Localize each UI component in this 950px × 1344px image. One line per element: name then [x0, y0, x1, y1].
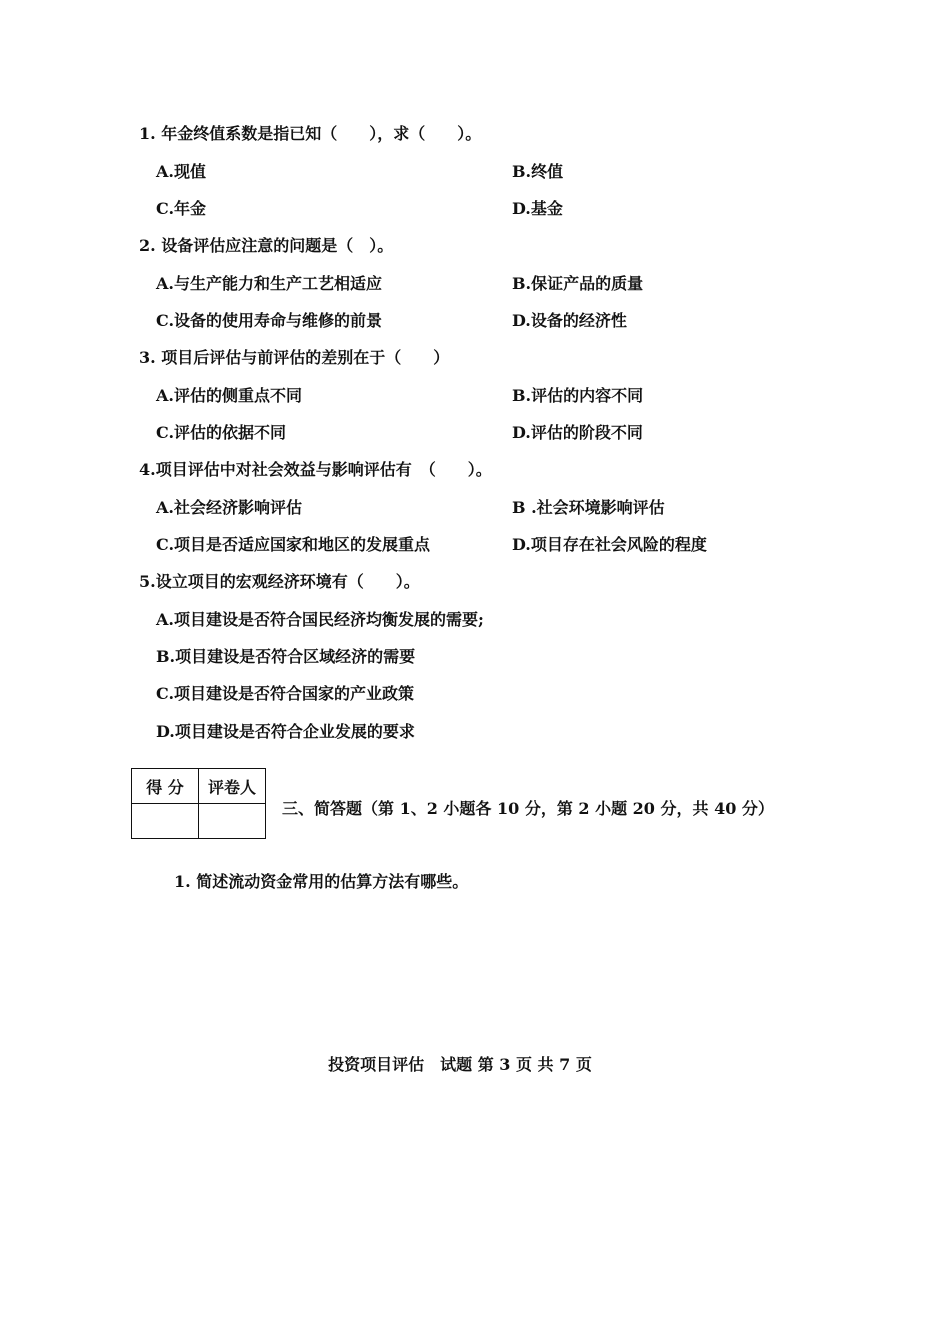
question-4-option-b: B .社会环境影响评估	[512, 498, 665, 517]
question-5-option-d: D.项目建设是否符合企业发展的要求	[156, 722, 415, 741]
question-1-option-b: B.终值	[512, 162, 564, 181]
question-4-option-d: D.项目存在社会风险的程度	[512, 535, 707, 554]
grader-label: 评卷人	[199, 769, 266, 804]
question-3-option-b: B.评估的内容不同	[512, 386, 644, 405]
score-label: 得 分	[132, 769, 199, 804]
question-3-option-a: A.评估的侧重点不同	[156, 386, 302, 405]
question-5-option-b: B.项目建设是否符合区域经济的需要	[156, 647, 416, 666]
page-footer: 投资项目评估 试题 第 3 页 共 7 页	[328, 1055, 592, 1074]
question-3-option-d: D.评估的阶段不同	[512, 423, 643, 442]
question-1-option-c: C.年金	[156, 199, 207, 218]
question-5-option-a: A.项目建设是否符合国民经济均衡发展的需要;	[156, 610, 484, 629]
question-5-stem: 5.设立项目的宏观经济环境有（ ）。	[139, 572, 420, 591]
question-2-option-d: D.设备的经济性	[512, 311, 627, 330]
question-2-option-b: B.保证产品的质量	[512, 274, 644, 293]
short-answer-question-1: 1. 简述流动资金常用的估算方法有哪些。	[174, 872, 469, 891]
section-3-title: 三、简答题（第 1、2 小题各 10 分，第 2 小题 20 分，共 40 分）	[282, 799, 774, 818]
question-2-option-c: C.设备的使用寿命与维修的前景	[156, 311, 383, 330]
score-cell	[132, 804, 199, 839]
question-2-stem: 2. 设备评估应注意的问题是（ ）。	[139, 236, 394, 255]
question-1-option-d: D.基金	[512, 199, 563, 218]
question-4-stem: 4.项目评估中对社会效益与影响评估有 （ ）。	[139, 460, 492, 479]
question-3-option-c: C.评估的依据不同	[156, 423, 287, 442]
question-3-stem: 3. 项目后评估与前评估的差别在于（ ）	[139, 348, 450, 367]
question-4-option-c: C.项目是否适应国家和地区的发展重点	[156, 535, 431, 554]
grader-cell	[199, 804, 266, 839]
question-5-option-c: C.项目建设是否符合国家的产业政策	[156, 684, 415, 703]
question-1-option-a: A.现值	[156, 162, 206, 181]
question-4-option-a: A.社会经济影响评估	[156, 498, 302, 517]
score-table	[131, 768, 266, 839]
question-1-stem: 1. 年金终值系数是指已知（ ），求（ ）。	[139, 124, 482, 143]
question-2-option-a: A.与生产能力和生产工艺相适应	[156, 274, 382, 293]
